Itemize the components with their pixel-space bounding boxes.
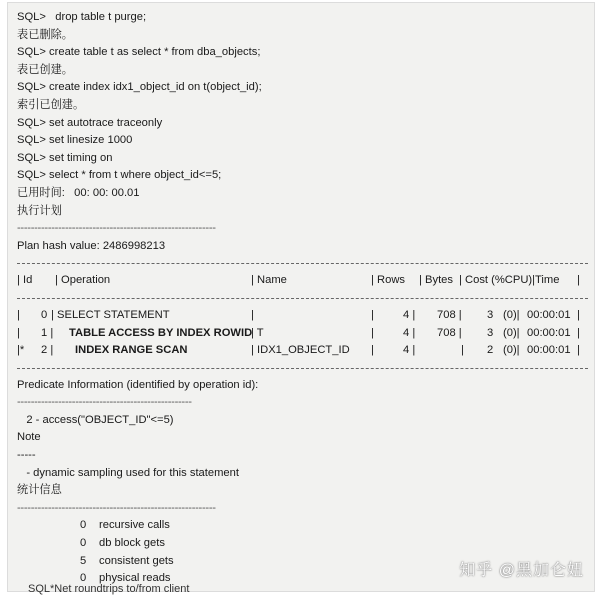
- plan-hash-value: Plan hash value: 2486998213: [17, 239, 166, 252]
- row-time: 00:00:01: [527, 326, 571, 339]
- elapsed-time: 已用时间: 00: 00: 00.01: [17, 186, 140, 199]
- row-id: 2 |: [41, 344, 54, 357]
- console-line: SQL> select * from t where object_id<=5;: [17, 169, 222, 182]
- stat-label: consistent gets: [99, 554, 174, 567]
- row-time: 00:00:01: [527, 344, 571, 357]
- row-cost: 2: [487, 344, 494, 357]
- stat-label: db block gets: [99, 537, 165, 550]
- header-end-bar: |: [577, 274, 580, 287]
- row-prefix: |*: [17, 344, 25, 357]
- note-dash: -----: [17, 449, 36, 462]
- dash-separator: ----------------------------------------------------------: [17, 501, 216, 514]
- stat-value: 0: [80, 537, 87, 550]
- row-operation: | SELECT STATEMENT: [51, 308, 170, 321]
- row-cost: 3: [487, 326, 494, 339]
- plan-table-header: [17, 272, 588, 290]
- row-cpu: (0)|: [503, 344, 520, 357]
- console-line: SQL> set autotrace traceonly: [17, 116, 163, 129]
- row-operation: INDEX RANGE SCAN: [75, 344, 188, 357]
- note-title: Note: [17, 431, 41, 444]
- row-sep: |: [371, 344, 374, 357]
- row-name: | T: [251, 326, 264, 339]
- stat-value: 0: [80, 519, 87, 532]
- console-line: SQL> create table t as select * from dba_objects;: [17, 46, 261, 59]
- console-line: SQL> set timing on: [17, 151, 113, 164]
- plan-table-top-rule: [17, 263, 588, 264]
- predicate-title: Predicate Information (identified by operation id):: [17, 378, 259, 391]
- zhihu-watermark: 知乎 @黑加仑妞: [459, 562, 584, 579]
- col-time-header: Time: [535, 274, 560, 287]
- console-line: 索引已创建。: [17, 98, 85, 111]
- plan-row: [17, 325, 588, 343]
- col-cost-header: | Cost (%CPU)|: [459, 274, 536, 287]
- row-rows: 4 |: [403, 326, 416, 339]
- truncated-line: SQL*Net roundtrips to/from client: [28, 583, 190, 595]
- col-id-header: | Id: [17, 274, 33, 287]
- exec-plan-title: 执行计划: [17, 204, 62, 217]
- console-line: SQL> drop table t purge;: [17, 11, 147, 23]
- screenshot-frame: [7, 2, 595, 595]
- row-rows: 4 |: [403, 308, 416, 321]
- row-prefix: |: [17, 326, 20, 339]
- dash-separator: ---------------------------------------------------: [17, 396, 192, 409]
- console-line: 表已创建。: [17, 63, 73, 76]
- note-line: - dynamic sampling used for this statement: [17, 466, 239, 479]
- stat-label: recursive calls: [99, 519, 170, 532]
- col-operation-header: | Operation: [55, 274, 111, 287]
- col-rows-header: | Rows: [371, 274, 405, 287]
- stat-value: 5: [80, 554, 87, 567]
- row-end: |: [577, 326, 580, 339]
- row-time: 00:00:01: [527, 308, 571, 321]
- stat-row: [17, 517, 588, 535]
- row-id: 0: [41, 308, 48, 321]
- plan-row: [17, 307, 588, 325]
- plan-table-bottom-rule: [17, 368, 588, 369]
- row-end: |: [577, 344, 580, 357]
- row-name: | IDX1_OBJECT_ID: [251, 344, 350, 357]
- plan-table-mid-rule: [17, 298, 588, 299]
- stat-label: physical reads: [99, 572, 171, 585]
- row-cpu: (0)|: [503, 308, 520, 321]
- row-sep: |: [371, 308, 374, 321]
- stat-row: [17, 535, 588, 553]
- console-line: SQL> set linesize 1000: [17, 134, 133, 147]
- sql-console-output: [17, 9, 588, 588]
- row-name: |: [251, 308, 254, 321]
- col-name-header: | Name: [251, 274, 287, 287]
- col-bytes-header: | Bytes: [419, 274, 453, 287]
- row-rows: 4 |: [403, 344, 416, 357]
- row-operation: TABLE ACCESS BY INDEX ROWID: [69, 326, 253, 339]
- stats-title: 统计信息: [17, 484, 62, 497]
- dash-separator: ----------------------------------------------------------: [17, 222, 216, 235]
- row-cost: 3: [487, 308, 494, 321]
- row-bytes: |: [461, 344, 464, 357]
- row-prefix: |: [17, 308, 20, 321]
- plan-row: [17, 342, 588, 360]
- console-line: 表已删除。: [17, 28, 73, 41]
- row-sep: |: [371, 326, 374, 339]
- row-id: 1 |: [41, 326, 54, 339]
- row-cpu: (0)|: [503, 326, 520, 339]
- row-bytes: 708 |: [437, 326, 462, 339]
- row-bytes: 708 |: [437, 308, 462, 321]
- console-line: SQL> create index idx1_object_id on t(object_id);: [17, 81, 262, 94]
- predicate-line: 2 - access("OBJECT_ID"<=5): [17, 413, 174, 426]
- stat-value: 0: [80, 572, 87, 585]
- row-end: |: [577, 308, 580, 321]
